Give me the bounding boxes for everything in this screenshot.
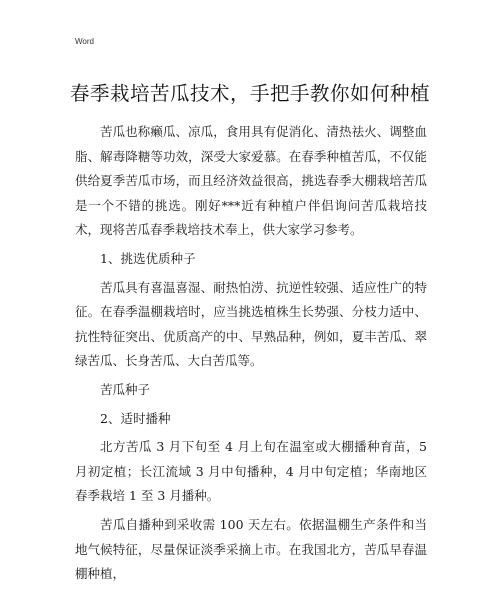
- paragraph-harvest-timing: 苦瓜自播种到采收需 100 天左右。依据温棚生产条件和当地气候特征，尽量保证淡季采摘上市。在我国北方，苦瓜早春温棚种植，: [75, 516, 427, 582]
- header-label: Word: [75, 37, 94, 46]
- section-heading-timely-sowing: 2、适时播种: [100, 410, 171, 426]
- section-heading-choose-seeds: 1、挑选优质种子: [100, 250, 196, 266]
- paragraph-intro: 苦瓜也称癞瓜、凉瓜，食用具有促消化、清热祛火、调整血脂、解毒降糖等功效，深受大家爱慕。在春季种植苦瓜，不仅能供给夏季苦瓜市场，而且经济效益很高，挑选春季大棚栽培苦瓜是一个不错的挑选。刚好***近有种植户伴侣询问苦瓜栽培技术，现将苦瓜春季栽培技术奉上，供大家学习参考。: [75, 124, 427, 238]
- document-title: 春季栽培苦瓜技术，手把手教你如何种植: [69, 82, 430, 105]
- paragraph-sowing-schedule: 北方苦瓜 3 月下旬至 4 月上旬在温室或大棚播种育苗，5 月初定植；长江流域 3 月中旬播种，4 月中旬定植；华南地区春季栽培 1 至 3 月播种。: [75, 439, 427, 504]
- image-caption-bitter-melon-seeds: 苦瓜种子: [100, 381, 151, 397]
- paragraph-seed-selection: 苦瓜具有喜温喜湿、耐热怕涝、抗逆性较强、适应性广的特征。在春季温棚栽培时，应当挑选植株生长势强、分枝力适中、抗性特征突出、优质高产的中、早熟品种，例如，夏丰苦瓜、翠绿苦瓜、长身苦瓜、大白苦瓜等。: [75, 279, 427, 369]
- document-body: [75, 120, 427, 591]
